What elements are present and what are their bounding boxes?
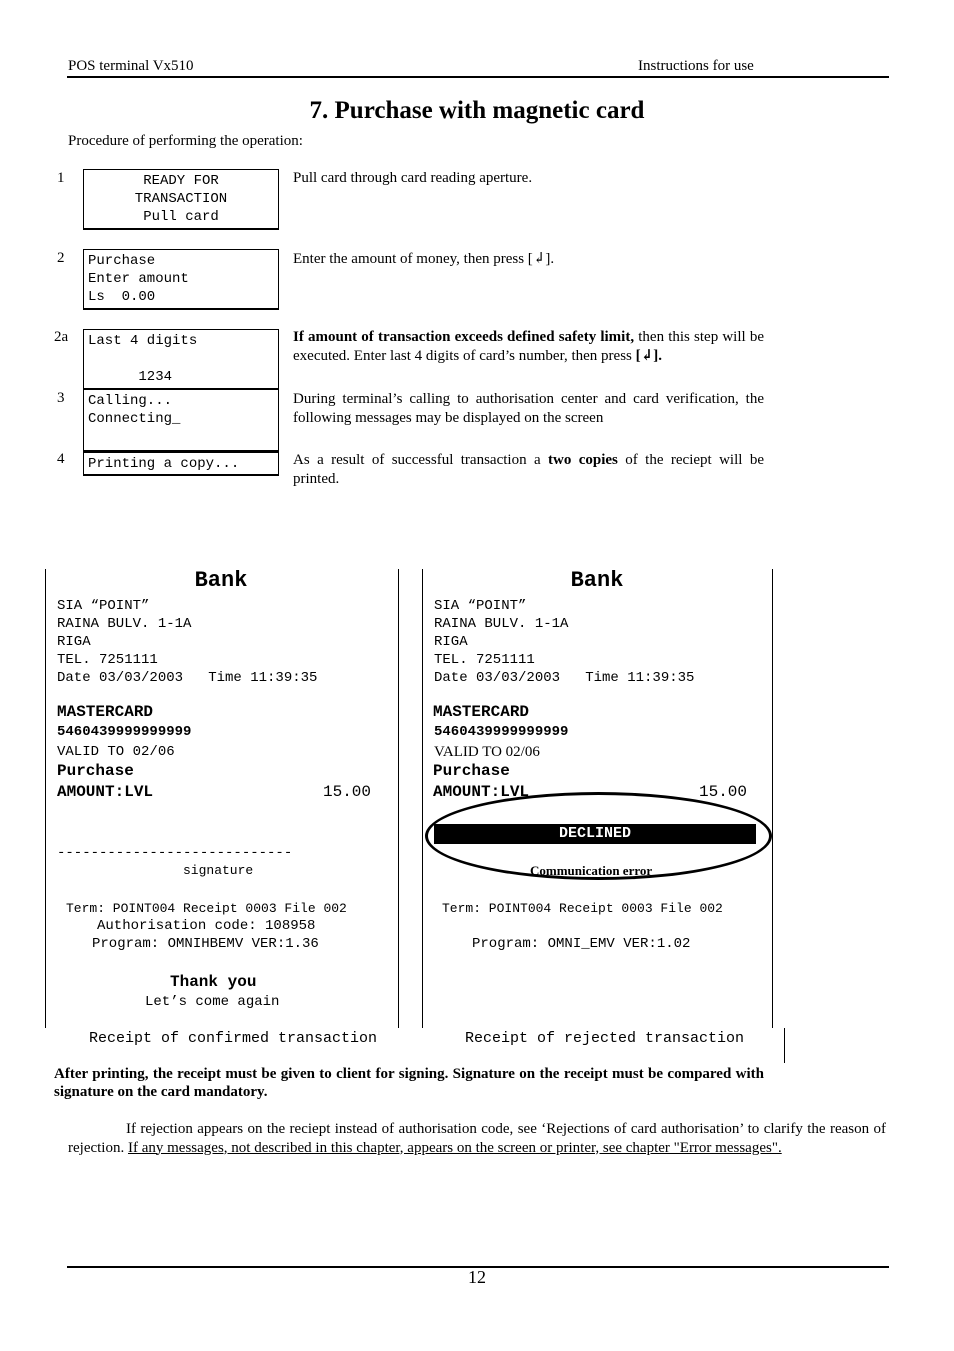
address-line: SIA “POINT” xyxy=(57,598,150,614)
receipt-border xyxy=(45,569,46,1028)
address-line: TEL. 7251111 xyxy=(434,652,535,668)
receipt-bank-name: Bank xyxy=(570,568,624,593)
receipt-amount-label: AMOUNT:LVL xyxy=(57,783,154,801)
receipt-bank-name: Bank xyxy=(194,568,248,593)
step-text-bold: If amount of transaction exceeds defined safety limit, xyxy=(293,329,635,345)
receipt-border xyxy=(784,1028,785,1063)
step-text-pre: As a result of successful transaction a xyxy=(293,452,549,468)
terminal-screen xyxy=(83,390,279,452)
screen-line: 1234 xyxy=(88,369,173,385)
receipt-term-line: Term: POINT004 Receipt 0003 File 002 xyxy=(66,901,347,916)
receipt-card-type: MASTERCARD xyxy=(433,703,530,721)
receipt-program: Program: OMNIHBEMV VER:1.36 xyxy=(92,936,319,952)
rejection-text: If rejection appears on the reciept instead of authorisation code, see ‘Rejections of card authorisation’ to clarify the reason of rejection. xyxy=(68,1121,886,1156)
step-description: Enter the amount of money, then press [↲]. xyxy=(293,251,555,267)
screen-line: Printing a copy... xyxy=(88,456,240,472)
address-line: RAINA BULV. 1-1A xyxy=(57,616,192,632)
receipt-amount-label: AMOUNT:LVL xyxy=(433,783,530,801)
address-line: RIGA xyxy=(434,634,468,650)
step-text-bold-end: [↲]. xyxy=(635,348,662,364)
receipt-address xyxy=(57,597,317,687)
rejection-paragraph xyxy=(68,1120,886,1157)
step-description: Pull card through card reading aperture. xyxy=(293,170,533,186)
receipt-come-again: Let’s come again xyxy=(145,994,280,1010)
receipt-term-line: Term: POINT004 Receipt 0003 File 002 xyxy=(442,901,723,916)
step-number: 2a xyxy=(54,329,69,345)
signature-line: ---------------------------- xyxy=(57,845,293,861)
receipt-caption: Receipt of rejected transaction xyxy=(465,1030,745,1047)
receipt-program: Program: OMNI_EMV VER:1.02 xyxy=(472,936,691,952)
receipt-border xyxy=(398,569,399,1028)
receipt-card-type: MASTERCARD xyxy=(57,703,154,721)
step-number: 3 xyxy=(57,390,65,406)
address-line: TEL. 7251111 xyxy=(57,652,158,668)
receipt-card-number: 5460439999999999 xyxy=(57,724,192,740)
header-left: POS terminal Vx510 xyxy=(68,58,194,74)
header-right: Instructions for use xyxy=(638,58,754,74)
receipt-address xyxy=(434,597,694,687)
receipt-date-line: Date 03/03/2003 Time 11:39:35 xyxy=(434,670,695,686)
terminal-screen xyxy=(83,249,279,310)
screen-line: Pull card xyxy=(143,209,219,225)
screen-line: Connecting_ xyxy=(88,411,181,427)
receipt-amount: 15.00 xyxy=(699,783,748,801)
address-line: SIA “POINT” xyxy=(434,598,527,614)
after-printing-note: After printing, the receipt must be given to client for signing. Signature on the receipt must be compared with signature on the card mandatory. xyxy=(54,1066,764,1100)
terminal-screen xyxy=(83,329,279,390)
receipt-border xyxy=(772,569,773,1028)
intro-text: Procedure of performing the operation: xyxy=(68,133,303,149)
page-title: 7. Purchase with magnetic card xyxy=(309,97,645,124)
step-description xyxy=(293,328,764,366)
screen-line: READY FOR xyxy=(143,173,219,189)
step-text-rest: then this step will be executed. Enter last 4 digits of card’s number, then press xyxy=(293,329,764,364)
page-number: 12 xyxy=(468,1267,486,1287)
declined-banner: DECLINED xyxy=(434,824,756,844)
step-number: 1 xyxy=(57,170,65,186)
signature-label: signature xyxy=(183,863,254,878)
receipt-auth-code: Authorisation code: 108958 xyxy=(97,918,316,934)
screen-line: Enter amount xyxy=(88,271,189,287)
step-number: 2 xyxy=(57,250,65,266)
receipt-thanks: Thank you xyxy=(170,973,257,991)
step-text-bold: two copies xyxy=(548,452,618,468)
screen-line: TRANSACTION xyxy=(134,191,228,207)
receipt-card-number: 5460439999999999 xyxy=(434,724,569,740)
receipt-date-line: Date 03/03/2003 Time 11:39:35 xyxy=(57,670,318,686)
receipt-amount: 15.00 xyxy=(323,783,372,801)
step-description: During terminal’s calling to authorisation center and card verification, the following messages may be displayed on the screen xyxy=(293,391,764,426)
terminal-screen xyxy=(83,169,279,230)
address-line: RIGA xyxy=(57,634,91,650)
step-description xyxy=(293,451,764,489)
step-text-post: of the reciept will be printed. xyxy=(293,452,764,487)
receipt-valid-to: VALID TO 02/06 xyxy=(434,744,540,760)
communication-error: Communication error xyxy=(530,863,653,878)
address-line: RAINA BULV. 1-1A xyxy=(434,616,569,632)
header-rule xyxy=(67,76,889,78)
receipt-operation: Purchase xyxy=(57,762,134,780)
screen-line: Purchase xyxy=(88,253,156,269)
receipt-valid-to: VALID TO 02/06 xyxy=(57,744,175,760)
error-messages-reference: If any messages, not described in this chapter, appears on the screen or printer, see chapter "Error messages". xyxy=(127,1139,782,1156)
screen-line: Ls 0.00 xyxy=(88,289,156,305)
screen-line: Calling... xyxy=(88,393,173,409)
receipt-border xyxy=(422,569,423,1028)
step-number: 4 xyxy=(57,451,65,467)
receipt-operation: Purchase xyxy=(433,762,510,780)
receipt-caption: Receipt of confirmed transaction xyxy=(89,1030,378,1047)
screen-line: Last 4 digits xyxy=(88,333,198,349)
terminal-screen xyxy=(83,452,279,476)
